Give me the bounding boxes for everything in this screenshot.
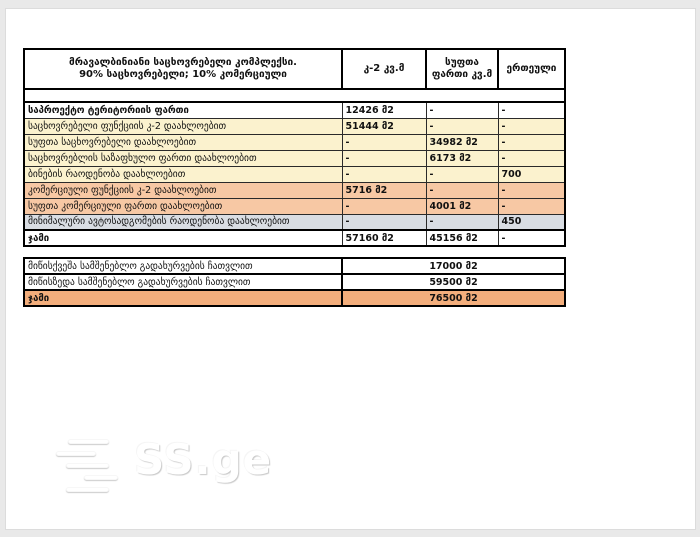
row-label: ბინების რაოდენობა დაახლოებით bbox=[24, 166, 342, 182]
row-label: საცხოვრებლის საზაფხულო ფართი დაახლოებით bbox=[24, 150, 342, 166]
total-row bbox=[24, 230, 565, 246]
table-row bbox=[24, 134, 565, 150]
row-value-unit: - bbox=[498, 198, 565, 214]
row-value-k2: 51444 მ2 bbox=[342, 118, 426, 134]
row-label: მიწისზედა სამშენებლო გადახურვების ჩათვლით bbox=[24, 274, 342, 290]
row-value-unit: 700 bbox=[498, 166, 565, 182]
row-value-net: - bbox=[426, 182, 498, 198]
row-value-net: 4001 მ2 bbox=[426, 198, 498, 214]
row-label: სუფთა კომერციული ფართი დაახლოებით bbox=[24, 198, 342, 214]
row-label: კომერციული ფუნქციის კ-2 დაახლოებით bbox=[24, 182, 342, 198]
column-header-k2: კ-2 კვ.მ bbox=[342, 49, 426, 89]
row-label: საცხოვრებელი ფუნქციის კ-2 დაახლოებით bbox=[24, 118, 342, 134]
table-row bbox=[24, 274, 565, 290]
spacer-row bbox=[24, 89, 565, 102]
table-row bbox=[24, 214, 565, 230]
row-label: საპროექტო ტერიტორიის ფართი bbox=[24, 102, 342, 118]
row-value-k2: - bbox=[342, 134, 426, 150]
row-label: მინიმალური ავტოსადგომების რაოდენობა დაახლოებით bbox=[24, 214, 342, 230]
table-title-line2: 90% საცხოვრებელი; 10% კომერციული bbox=[79, 69, 287, 80]
construction-area-table bbox=[23, 257, 566, 307]
table-row bbox=[24, 118, 565, 134]
row-value-net: - bbox=[426, 102, 498, 118]
table-row bbox=[24, 198, 565, 214]
row-value-k2: 5716 მ2 bbox=[342, 182, 426, 198]
row-value-k2: - bbox=[342, 166, 426, 182]
table-title bbox=[24, 49, 342, 89]
row-value-net: - bbox=[426, 166, 498, 182]
total-value: 76500 მ2 bbox=[342, 290, 565, 306]
row-value-k2: - bbox=[342, 198, 426, 214]
row-value-net: - bbox=[426, 118, 498, 134]
ssge-watermark bbox=[46, 417, 276, 517]
table-header-row bbox=[24, 49, 565, 89]
row-value-net: 34982 მ2 bbox=[426, 134, 498, 150]
table-row bbox=[24, 182, 565, 198]
row-value-net: - bbox=[426, 214, 498, 230]
row-label: სუფთა საცხოვრებელი დაახლოებით bbox=[24, 134, 342, 150]
table-row bbox=[24, 102, 565, 118]
column-header-net-area: სუფთა ფართი კვ.მ bbox=[426, 49, 498, 89]
row-value-unit: - bbox=[498, 102, 565, 118]
column-header-unit: ერთეული bbox=[498, 49, 565, 89]
total-value-k2: 57160 მ2 bbox=[342, 230, 426, 246]
total-row bbox=[24, 290, 565, 306]
row-value: 59500 მ2 bbox=[342, 274, 565, 290]
row-value-unit: - bbox=[498, 182, 565, 198]
row-value-k2: 12426 მ2 bbox=[342, 102, 426, 118]
total-label: ჯამი bbox=[24, 290, 342, 306]
table-row bbox=[24, 166, 565, 182]
total-value-unit: - bbox=[498, 230, 565, 246]
row-value-unit: - bbox=[498, 134, 565, 150]
row-value-net: 6173 მ2 bbox=[426, 150, 498, 166]
ssge-watermark-text: SS.ge bbox=[134, 435, 273, 484]
total-value-net: 45156 მ2 bbox=[426, 230, 498, 246]
row-value-unit: - bbox=[498, 118, 565, 134]
table-row bbox=[24, 150, 565, 166]
table-title-line1: მრავალბინიანი საცხოვრებელი კომპლექსი. bbox=[69, 56, 297, 68]
row-value-unit: - bbox=[498, 150, 565, 166]
row-value-k2: - bbox=[342, 150, 426, 166]
row-value: 17000 მ2 bbox=[342, 258, 565, 274]
table-row bbox=[24, 258, 565, 274]
total-label: ჯამი bbox=[24, 230, 342, 246]
row-value-unit: 450 bbox=[498, 214, 565, 230]
summary-table bbox=[23, 48, 566, 247]
row-label: მიწისქვეშა სამშენებლო გადახურვების ჩათვლით bbox=[24, 258, 342, 274]
ssge-logo-icon bbox=[56, 439, 118, 499]
document-page bbox=[5, 8, 696, 530]
row-value-k2: - bbox=[342, 214, 426, 230]
